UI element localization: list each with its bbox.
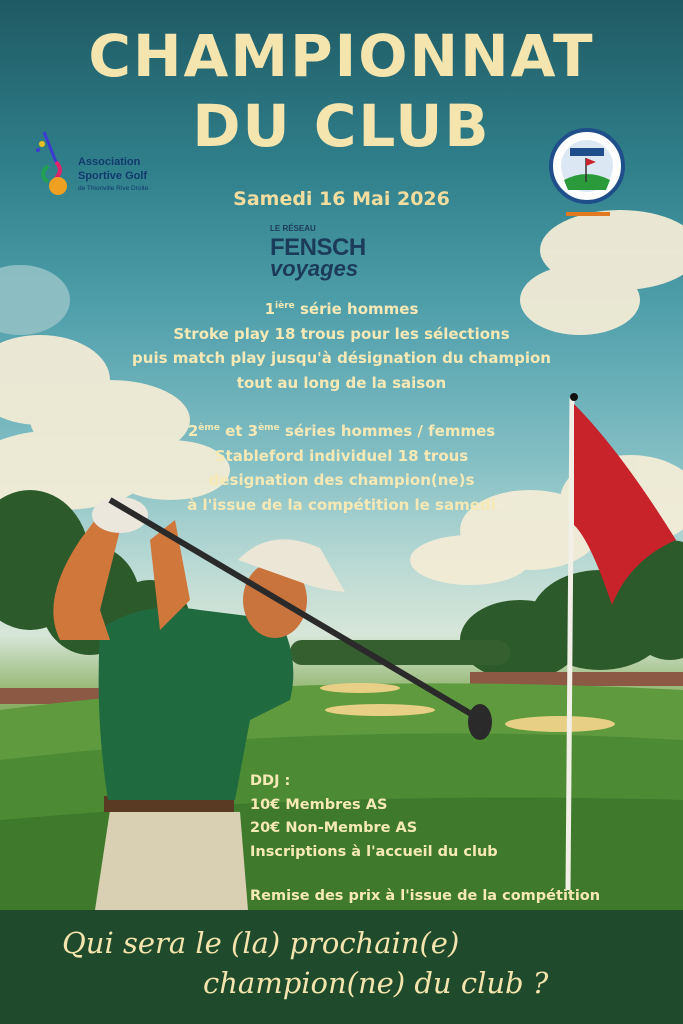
series-2-3-heading: 2ème et 3ème séries hommes / femmes: [187, 422, 496, 440]
non-member-fee: 20€ Non-Membre AS: [250, 820, 418, 836]
event-date: Samedi 16 Mai 2026: [233, 188, 450, 210]
member-fee: 10€ Membres AS: [250, 796, 388, 813]
sponsor-prefix: LE RÉSEAU: [270, 224, 316, 233]
bunker: [325, 704, 435, 716]
series-1-info: [0, 294, 683, 395]
series-1-line-3: puis match play jusqu'à désignation du champion: [132, 349, 551, 367]
association-name-line-1: Association: [78, 156, 141, 168]
fees-info: [250, 770, 498, 864]
series-1-heading: $1^{ière}$ série hommes: [264, 300, 419, 318]
prize-giving: Remise des prix à l'issue de la compétition: [250, 888, 601, 904]
sponsor-name: FENSCH: [270, 234, 366, 261]
series-1-line-2: Stroke play 18 trous pour les sélections: [173, 324, 510, 343]
association-name-line-3: de Thionville Rive Droite: [78, 185, 149, 192]
title-line-1: CHAMPIONNAT: [88, 22, 595, 90]
sponsor-logo: [268, 224, 418, 286]
registration-info: Inscriptions à l'accueil du club: [250, 843, 498, 860]
association-name-line-2: Sportive Golf: [78, 170, 148, 182]
question-line-1: Qui sera le (la) prochain(e): [62, 926, 460, 960]
sponsor-name-2: voyages: [270, 256, 359, 281]
question-line-2: champion(ne) du club ?: [203, 966, 549, 1000]
series-1-line-4: tout au long de la saison: [236, 373, 447, 392]
series-2-3-info: [0, 416, 683, 517]
series-2-3-line-2: Stableford individuel 18 trous: [214, 446, 469, 465]
title-line-2: DU CLUB: [192, 92, 491, 160]
series-2-3-line-3: designation des champion(ne)s: [208, 471, 475, 489]
bunker: [320, 683, 400, 693]
ddj-label: DDJ :: [250, 773, 291, 789]
bunker: [505, 716, 615, 732]
series-2-3-line-4: à l'issue de la compétition le samedi: [187, 495, 496, 514]
